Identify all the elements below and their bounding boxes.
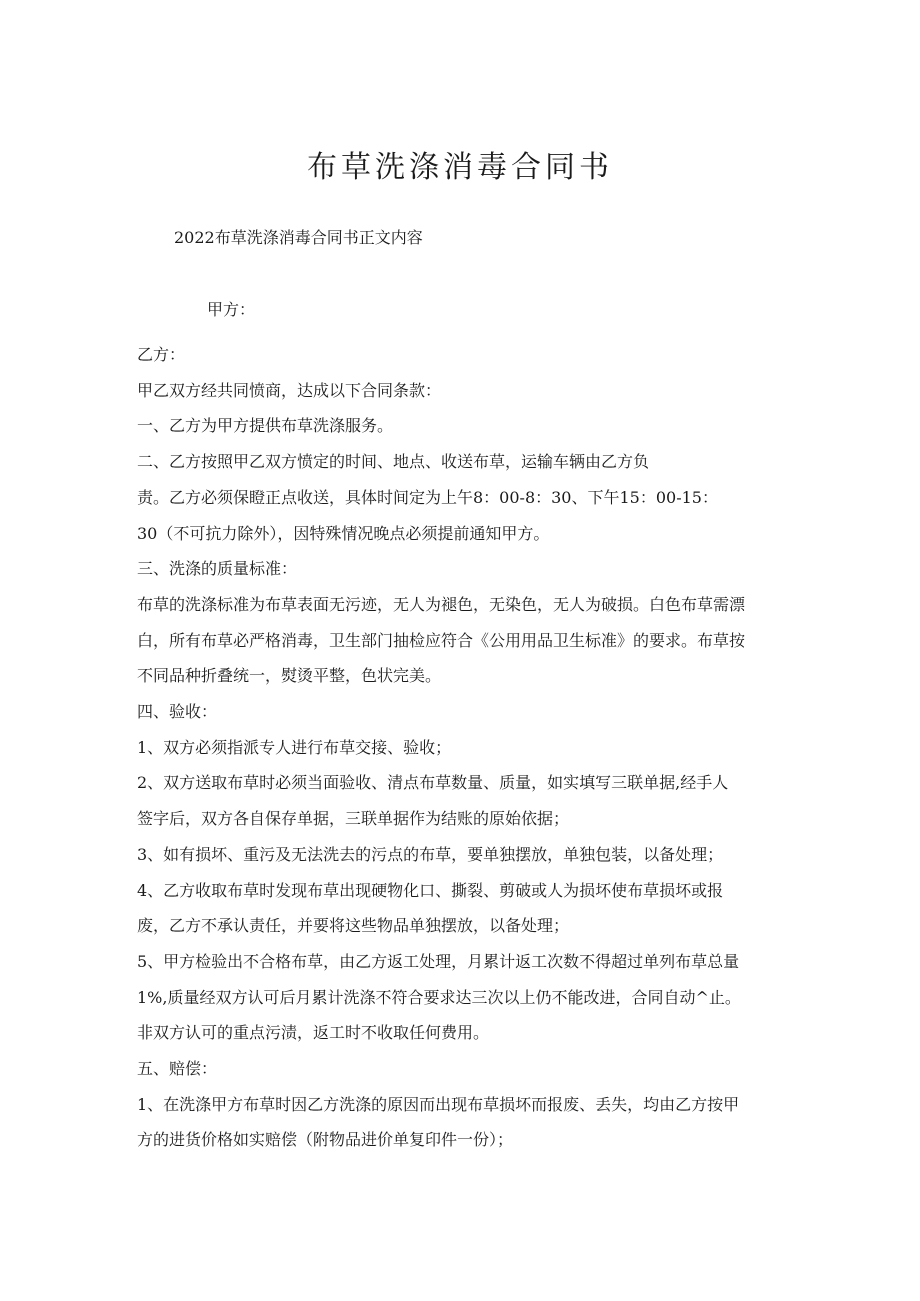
clause-3-line-2: 白，所有布草必严格消毒，卫生部门抽检应符合《公用用品卫生标准》的要求。布草按 [137, 630, 746, 650]
clause-2-line-1: 二、乙方按照甲乙双方愤定的时间、地点、收送布草，运输车辆由乙方负 [137, 452, 650, 472]
contract-intro: 甲乙双方经共同愤商，达成以下合同条款： [137, 380, 442, 400]
clause-5-item-1-line-1: 1、在洗涤甲方布草时因乙方洗涤的原因而出现布草损坏而报废、丢失，均由乙方按甲 [137, 1094, 740, 1114]
document-title: 布草洗涤消毒合同书 [307, 150, 613, 185]
clause-4-item-4-line-2: 废，乙方不承认责任，并要将这些物品单独摆放，以备处理； [137, 916, 570, 936]
clause-4-item-5-line-2: 1%,质量经双方认可后月累计洗涤不符合要求达三次以上仍不能改进，合同自动^止。 [137, 987, 741, 1007]
clause-4-item-4-line-1: 4、乙方收取布草时发现布草出现硬物化口、撕裂、剪破或人为损坏使布草损坏或报 [137, 880, 724, 900]
clause-4-item-2-line-2: 签字后，双方各自保存单据，三联单据作为结账的原始依据； [137, 809, 570, 829]
party-b-label: 乙方： [137, 345, 186, 364]
clause-3-line-1: 布草的洗涤标准为布草表面无污迹，无人为褪色，无染色，无人为破损。白色布草需漂 [137, 594, 746, 614]
party-a-label: 甲方： [207, 300, 256, 319]
clause-2-line-3: 30（不可抗力除外），因特殊情况晚点必须提前通知甲方。 [137, 523, 550, 543]
clause-4-heading: 四、验收： [137, 702, 218, 722]
clause-3-line-3: 不同品种折叠统一，熨烫平整，色状完美。 [137, 666, 442, 686]
clause-2-line-2: 责。乙方必须保瞪正点收送，具体时间定为上午8：00-8：30、下午15：00-15： [137, 487, 718, 507]
clause-4-item-3: 3、如有损坏、重污及无法洗去的污点的布草，要单独摆放，单独包装，以备处理； [137, 844, 724, 864]
contract-body [137, 337, 787, 1158]
clause-3-heading: 三、洗涤的质量标准： [137, 559, 298, 579]
clause-5-item-1-line-2: 方的进货价格如实赔偿（附物品进价单复印件一份）； [137, 1130, 514, 1150]
document-subtitle: 2022布草洗涤消毒合同书正文内容 [174, 228, 423, 247]
clause-4-item-5-line-1: 5、甲方检验出不合格布草，由乙方返工处理，月累计返工次数不得超过单列布草总量 [137, 951, 740, 971]
clause-1: 一、乙方为甲方提供布草洗涤服务。 [137, 416, 394, 436]
clause-4-item-2-line-1: 2、双方送取布草时必须当面验收、清点布草数量、质量，如实填写三联单据,经手人 [137, 773, 729, 793]
clause-5-heading: 五、赔偿： [137, 1059, 218, 1079]
clause-4-item-5-line-3: 非双方认可的重点污渍，返工时不收取任何费用。 [137, 1023, 490, 1043]
clause-4-item-1: 1、双方必须指派专人进行布草交接、验收； [137, 737, 452, 757]
